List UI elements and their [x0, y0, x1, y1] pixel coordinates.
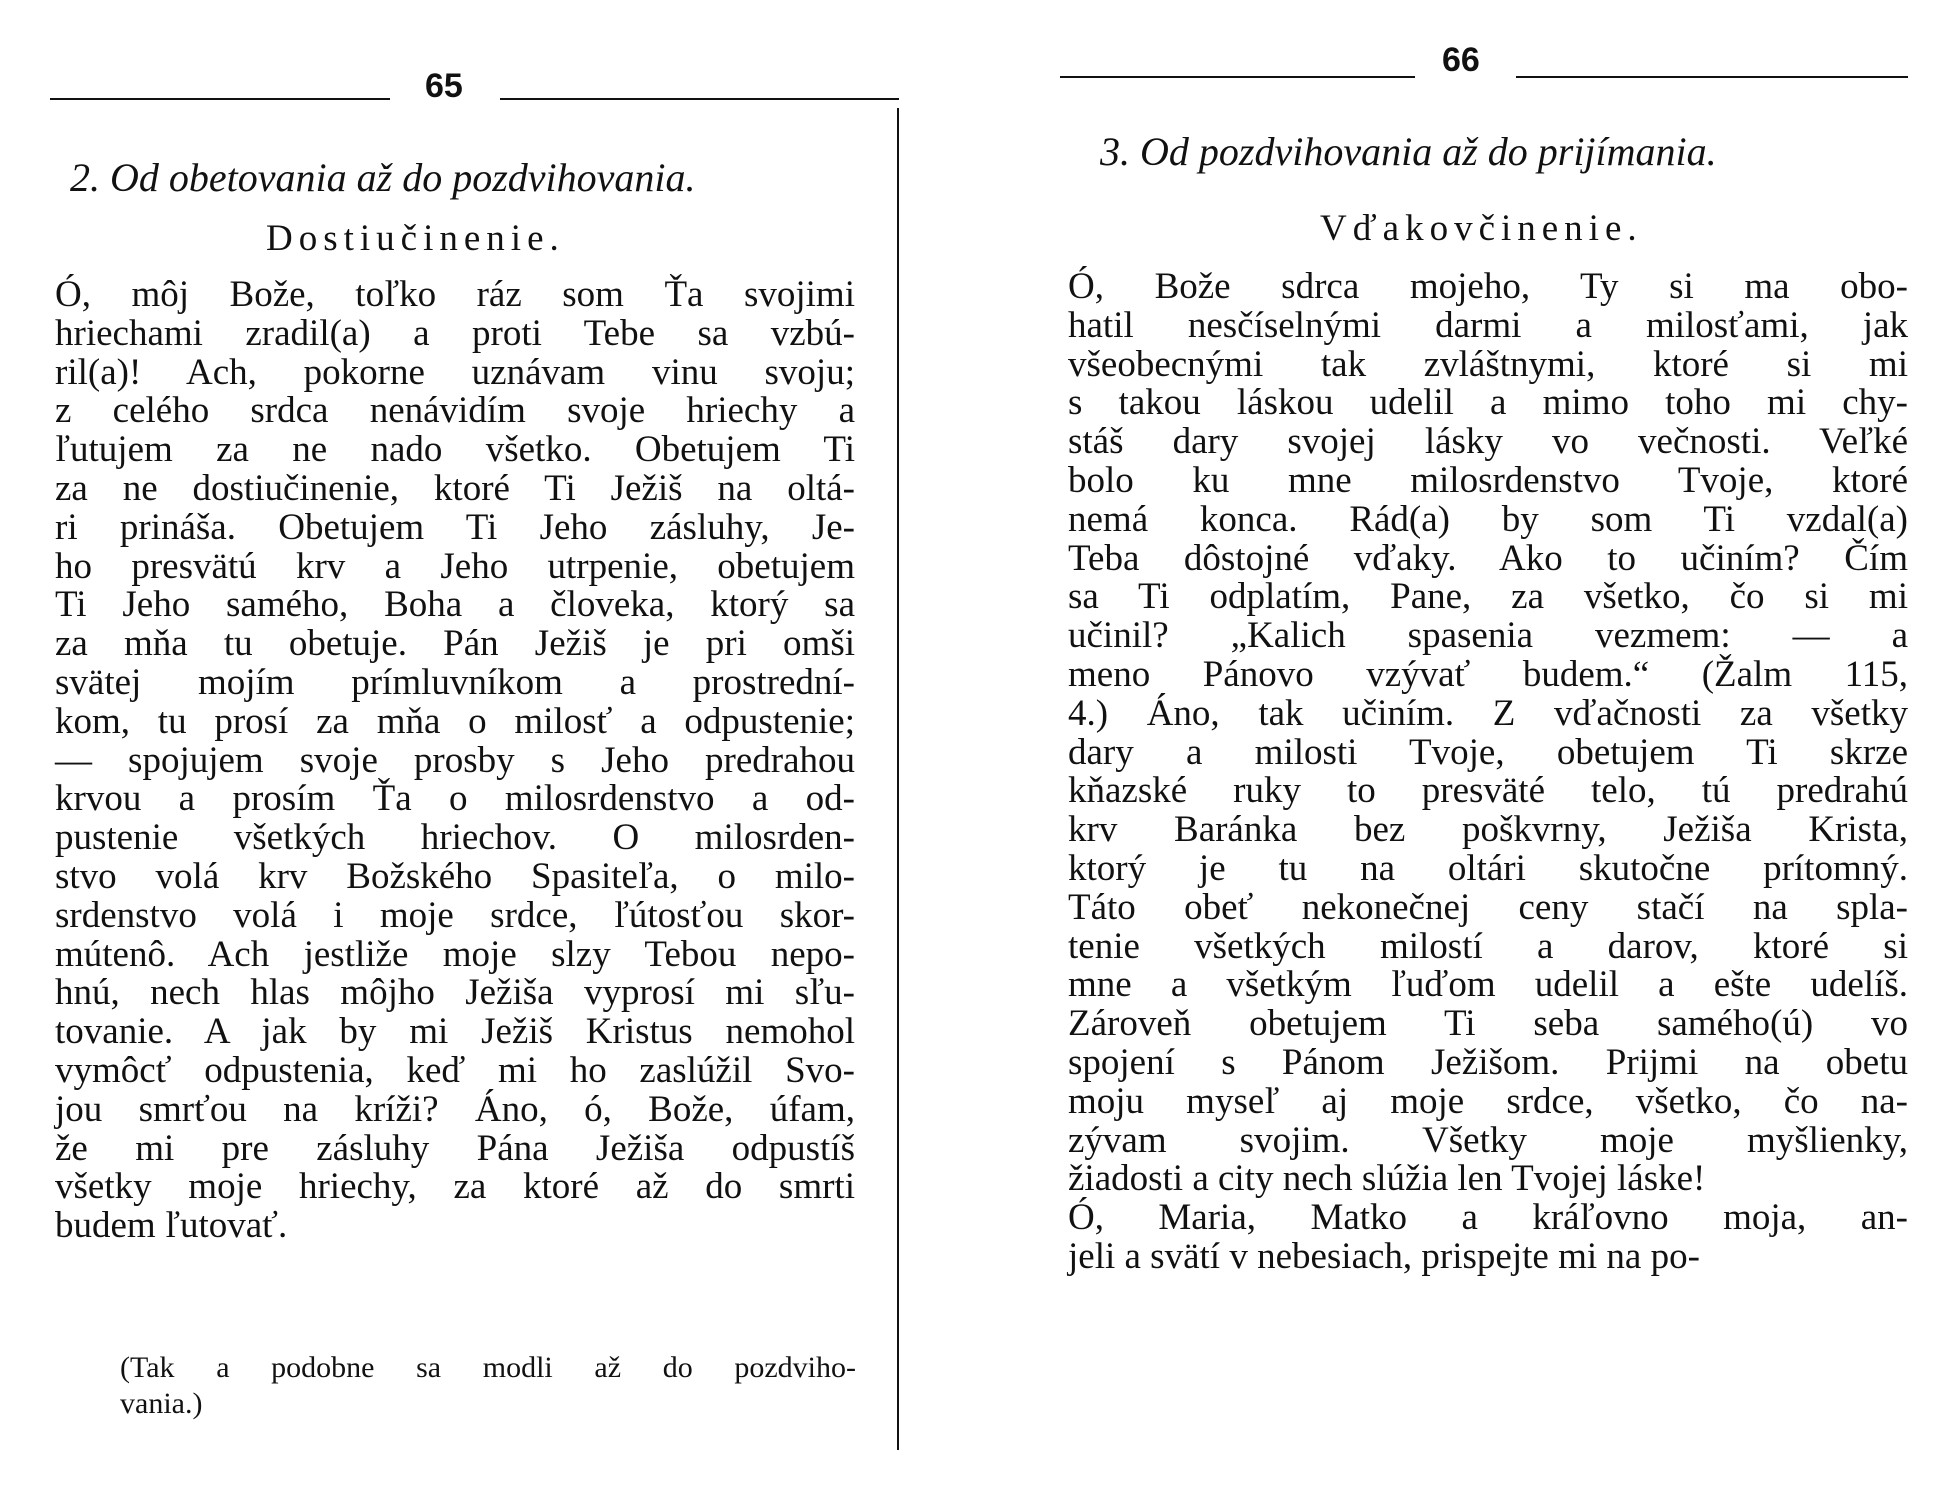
text-line: sa Ti odplatím, Pane, za všetko, čo si mi [1068, 576, 1908, 618]
page-divider-line [897, 108, 899, 1450]
body-text-left [55, 276, 855, 1246]
note-left [120, 1350, 856, 1422]
left-page [0, 0, 900, 1500]
text-line: stáš dary svojej lásky vo večnosti. Veľké [1068, 421, 1908, 463]
text-line: hatil nesčíselnými darmi a milosťami, jak [1068, 304, 1908, 346]
text-line: ril(a)! Ach, pokorne uznávam vinu svoju; [55, 351, 855, 393]
text-line: tenie všetkých milostí a darov, ktoré si [1068, 925, 1908, 967]
text-line: bolo ku mne milosrdenstvo Tvoje, ktoré [1068, 459, 1908, 501]
text-line: meno Pánovo vzývať budem.“ (Žalm 115, [1068, 653, 1908, 695]
text-line: ľutujem za ne nado všetko. Obetujem Ti [55, 429, 855, 471]
text-line: dary a milosti Tvoje, obetujem Ti skrze [1068, 731, 1908, 773]
text-line: mútenô. Ach jestliže moje slzy Tebou nepo- [55, 933, 855, 975]
header-rule-left-a [50, 98, 390, 100]
text-line: Táto obeť nekonečnej ceny stačí na spla- [1068, 886, 1908, 928]
body-text-right [1068, 268, 1908, 1277]
text-line: kňazské ruky to presväté telo, tú predrahú [1068, 770, 1908, 812]
text-line: vania.) [120, 1387, 203, 1420]
text-line: za ne dostiučinenie, ktoré Ti Ježiš na oltá- [55, 467, 855, 509]
header-rule-right-a [1060, 76, 1415, 78]
header-rule-right-b [1516, 76, 1908, 78]
text-line: nemá konca. Rád(a) by som Ti vzdal(a) [1068, 498, 1908, 540]
section-heading-left: 2. Od obetovania až do pozdvihovania. [70, 155, 696, 200]
section-heading-right: 3. Od pozdvihovania až do prijímania. [1100, 129, 1717, 174]
text-line: za mňa tu obetuje. Pán Ježiš je pri omši [55, 623, 855, 665]
header-rule-left-b [500, 98, 899, 100]
text-line: Ó, môj Bože, toľko ráz som Ťa svojimi [55, 274, 855, 315]
text-line: z celého srdca nenávidím svoje hriechy a [55, 390, 855, 432]
text-line: svätej mojím prímluvníkom a prostrední- [55, 661, 855, 703]
text-line: krvou a prosím Ťa o milosrdenstvo a od- [55, 778, 855, 820]
text-line: stvo volá krv Božského Spasiteľa, o milo- [55, 855, 855, 897]
text-line: ktorý je tu na oltári skutočne prítomný. [1068, 847, 1908, 889]
text-line: ri prináša. Obetujem Ti Jeho zásluhy, Je- [55, 506, 855, 548]
text-line: Teba dôstojné vďaky. Ako to učiním? Čím [1068, 537, 1908, 579]
text-line: srdenstvo volá i moje srdce, ľútosťou skor- [55, 894, 855, 936]
text-line: jou smrťou na kríži? Áno, ó, Bože, úfam, [55, 1088, 855, 1130]
text-line: budem ľutovať. [55, 1205, 288, 1247]
subheading-left: Dostiučinenie. [266, 218, 565, 259]
text-line: všetky moje hriechy, za ktoré až do smrti [55, 1166, 855, 1208]
text-line: tovanie. A jak by mi Ježiš Kristus nemohol [55, 1011, 855, 1053]
subheading-right: Vďakovčinenie. [1320, 208, 1643, 249]
text-line: jeli a svätí v nebesiach, prispejte mi na po- [1068, 1235, 1700, 1277]
page-number-left: 65 [425, 67, 463, 105]
text-line: Ó, Maria, Matko a kráľovno moja, an- [1068, 1197, 1908, 1239]
text-line: žiadosti a city nech slúžia len Tvojej láske! [1068, 1158, 1706, 1200]
page-number-right: 66 [1442, 41, 1480, 79]
text-line: že mi pre zásluhy Pána Ježiša odpustíš [55, 1127, 855, 1169]
text-line: — spojujem svoje prosby s Jeho predrahou [55, 739, 855, 781]
text-line: pustenie všetkých hriechov. O milosrden- [55, 817, 855, 859]
right-page [1040, 0, 1940, 1500]
text-line: 4.) Áno, tak učiním. Z vďačnosti za všetky [1068, 692, 1908, 734]
text-line: hriechami zradil(a) a proti Tebe sa vzbú- [55, 312, 855, 354]
text-line: hnú, nech hlas môjho Ježiša vyprosí mi sľu- [55, 972, 855, 1014]
text-line: Ti Jeho samého, Boha a človeka, ktorý sa [55, 584, 855, 626]
text-line: s takou láskou udelil a mimo toho mi chy- [1068, 382, 1908, 424]
text-line: vymôcť odpustenia, keď mi ho zaslúžil Svo- [55, 1049, 855, 1091]
text-line: (Tak a podobne sa modli až do pozdviho- [120, 1351, 856, 1384]
text-line: mne a všetkým ľuďom udelil a ešte udelíš. [1068, 964, 1908, 1006]
text-line: učinil? „Kalich spasenia vezmem: — a [1068, 615, 1908, 657]
text-line: zývam svojim. Všetky moje myšlienky, [1068, 1119, 1908, 1161]
text-line: Zároveň obetujem Ti seba samého(ú) vo [1068, 1003, 1908, 1045]
text-line: Ó, Bože sdrca mojeho, Ty si ma obo- [1068, 266, 1908, 307]
text-line: krv Baránka bez poškvrny, Ježiša Krista, [1068, 809, 1908, 851]
text-line: spojení s Pánom Ježišom. Prijmi na obetu [1068, 1041, 1908, 1083]
text-line: ho presvätú krv a Jeho utrpenie, obetujem [55, 545, 855, 587]
text-line: všeobecnými tak zvláštnymi, ktoré si mi [1068, 343, 1908, 385]
text-line: kom, tu prosí za mňa o milosť a odpustenie; [55, 700, 855, 742]
text-line: moju myseľ aj moje srdce, všetko, čo na- [1068, 1080, 1908, 1122]
